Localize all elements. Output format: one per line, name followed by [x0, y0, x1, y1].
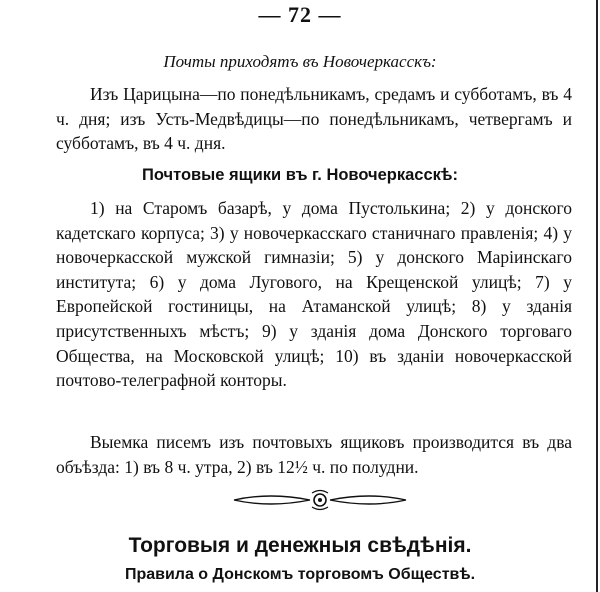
- section-title: Торговыя и денежныя свѣдѣнія.: [128, 534, 472, 557]
- page-number: — 72 —: [258, 2, 342, 27]
- ornament-divider-icon: [230, 488, 410, 512]
- collection-paragraph: Выемка писемъ изъ почтовыхъ ящиковъ производится въ два объѣзда: 1) въ 8 ч. утра, 2) въ 12½ ч. по полудни.: [56, 432, 572, 477]
- section-subtitle: Правила о Донскомъ торговомъ Обществѣ.: [124, 566, 476, 583]
- mailboxes-list-paragraph: 1) на Старомъ базарѣ, у дома Пустолькина; 2) у донского кадетскаго корпуса; 3) у новочеркасскаго станичнаго правленія; 4) у новочеркасской мужской гимназіи; 5) у донского Маріинскаго института; 6) у дома Лугового, на Крещенской улицѣ; 7) у Европейской гостиницы, на Атаманской улицѣ; 8) у зданія присутственныхъ мѣстъ; 9) у зданія дома Донского торговаго Общества, на Московской улицѣ; 10) въ зданіи новочеркасской почтово-телеграфной конторы.: [56, 198, 572, 391]
- page-edge-divider: [596, 0, 598, 592]
- mailboxes-heading: Почтовые ящики въ г. Новочеркасскѣ:: [141, 166, 458, 184]
- mail-arrivals-paragraph: Изъ Царицына—по понедѣльникамъ, средамъ и субботамъ, въ 4 ч. дня; изъ Усть-Медвѣдицы—по понедѣльникамъ, четвергамъ и субботамъ, въ 4 ч. дня.: [56, 84, 572, 154]
- mail-arrivals-heading: Почты приходятъ въ Новочеркасскъ:: [163, 52, 437, 71]
